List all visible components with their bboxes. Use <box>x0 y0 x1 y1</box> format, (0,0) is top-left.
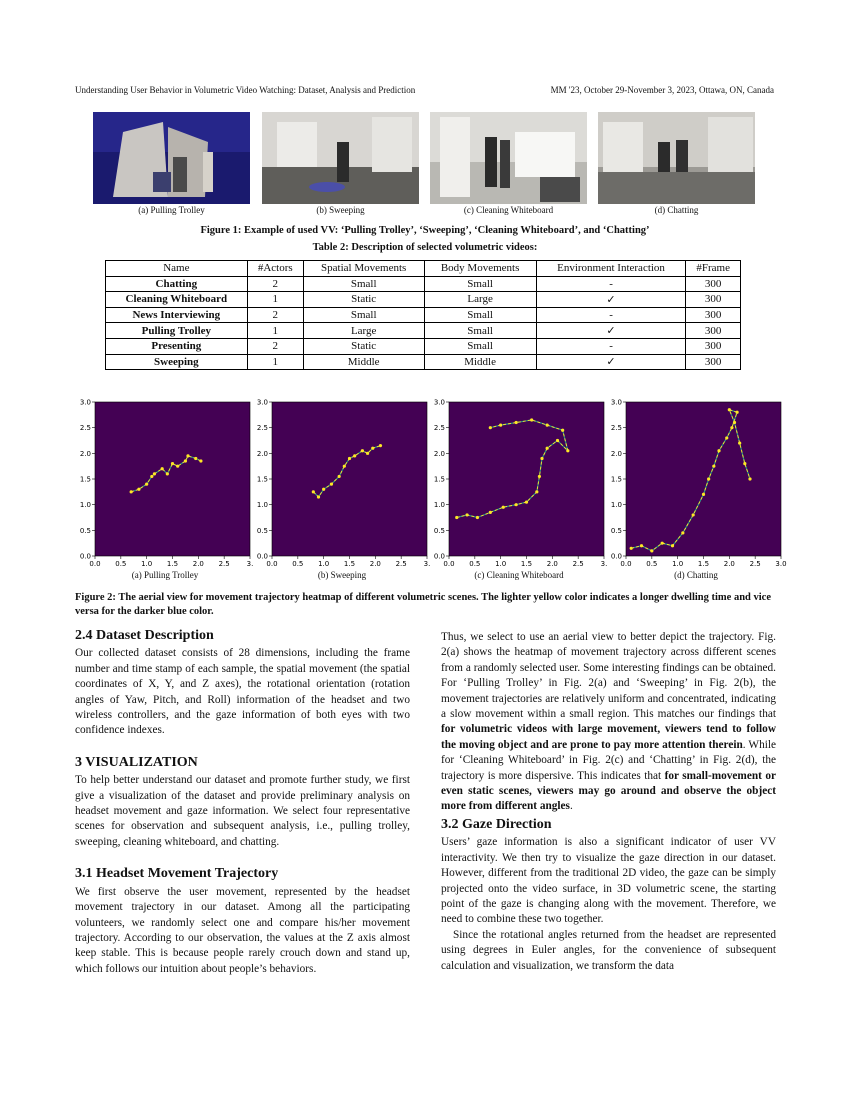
dwell-point <box>476 516 479 519</box>
x-tick-label: 3. <box>423 560 431 568</box>
dwell-point <box>515 503 518 506</box>
y-tick-label: 1.0 <box>433 501 445 510</box>
y-tick-label: 0.0 <box>256 552 268 561</box>
cell: 1 <box>247 292 303 308</box>
running-header-right: MM '23, October 29-November 3, 2023, Ottawa, ON, Canada <box>550 85 774 95</box>
y-tick-label: 1.0 <box>610 501 622 510</box>
y-tick-label: 3.0 <box>433 398 445 407</box>
x-tick-label: 0.5 <box>646 560 658 568</box>
y-tick-label: 3.0 <box>79 398 91 407</box>
cell: Chatting <box>106 276 248 292</box>
x-tick-label: 3. <box>246 560 254 568</box>
plot-background <box>95 402 250 556</box>
dwell-point <box>184 459 187 462</box>
x-tick-label: 2.0 <box>369 560 381 568</box>
cell: Small <box>424 338 536 354</box>
cell: 300 <box>686 292 741 308</box>
fig1-subcaption-a: (a) Pulling Trolley <box>138 205 205 215</box>
dwell-point <box>465 513 468 516</box>
right-column <box>441 630 776 974</box>
x-tick-label: 0.0 <box>443 560 455 568</box>
section-3-2-paragraph-1: Users’ gaze information is also a significant indicator of user VV interactivity. We then try to visualize the gaze direction in our dataset. However, different from the traditional 2D video, the gaze can be simply projected onto the video surface, in 3D volumetric scene, the starting point of the gaze is changing along with the movement. Therefore, we need to combine these two together. <box>441 836 776 926</box>
heatmap-chatting <box>609 398 787 572</box>
y-tick-label: 1.5 <box>433 475 445 484</box>
cell: 300 <box>686 354 741 370</box>
dwell-point <box>150 475 153 478</box>
y-tick-label: 2.0 <box>256 449 268 458</box>
cell: - <box>536 307 686 323</box>
x-tick-label: 0.5 <box>115 560 127 568</box>
dwell-point <box>566 449 569 452</box>
table-row <box>106 323 741 339</box>
dwell-point <box>515 421 518 424</box>
dwell-point <box>161 467 164 470</box>
x-tick-label: 1.5 <box>343 560 356 568</box>
cell: - <box>536 338 686 354</box>
cell: Pulling Trolley <box>106 323 248 339</box>
dwell-point <box>728 408 731 411</box>
dwell-point <box>130 490 133 493</box>
dwell-point <box>371 447 374 450</box>
dwell-point <box>194 457 197 460</box>
cell: Middle <box>424 354 536 370</box>
photo-pulling-trolley <box>93 112 250 204</box>
y-tick-label: 2.0 <box>79 449 91 458</box>
fig1-subcaption-b: (b) Sweeping <box>316 205 365 215</box>
x-tick-label: 3. <box>600 560 608 568</box>
plot-background <box>272 402 427 556</box>
dwell-point <box>489 426 492 429</box>
cell: 2 <box>247 338 303 354</box>
dwell-point <box>712 465 715 468</box>
cell: ✓ <box>536 323 686 339</box>
x-tick-label: 2.5 <box>749 560 761 568</box>
section-3-heading: 3 VISUALIZATION <box>75 754 198 770</box>
fig2-subcaption-b: (b) Sweeping <box>317 570 367 580</box>
photo-sweeping <box>262 112 419 204</box>
col-header: Body Movements <box>424 261 536 277</box>
x-tick-label: 0.5 <box>292 560 304 568</box>
fig2-subcaption-a: (a) Pulling Trolley <box>131 570 199 580</box>
y-tick-label: 1.0 <box>79 501 91 510</box>
x-tick-label: 2.0 <box>192 560 204 568</box>
dwell-point <box>348 457 351 460</box>
dwell-point <box>630 547 633 550</box>
x-tick-label: 1.5 <box>520 560 533 568</box>
col-header: #Frame <box>686 261 741 277</box>
x-tick-label: 2.5 <box>572 560 584 568</box>
running-header-left: Understanding User Behavior in Volumetric Video Watching: Dataset, Analysis and Prediction <box>75 85 416 95</box>
cell: News Interviewing <box>106 307 248 323</box>
plot-background <box>626 402 781 556</box>
x-tick-label: 1.0 <box>672 560 684 568</box>
section-3-1-paragraph: We first observe the user movement, represented by the headset movement trajectory in our dataset. Among all the participating volunteers, we randomly select one and compare his/her movement trajectory. According to our observation, the values at the Z axis almost keep stable. This is because people rarely crouch down and stand up, which follows our intuition about people’s behaviors. <box>75 885 410 975</box>
dwell-point <box>530 418 533 421</box>
bold-finding-2: for small-movement or even static scenes, viewers may go around and observe the object more from different angles <box>441 769 776 813</box>
x-tick-label: 0.0 <box>266 560 278 568</box>
text-run: . <box>569 800 573 813</box>
cell: 300 <box>686 338 741 354</box>
dwell-point <box>338 475 341 478</box>
dwell-point <box>176 465 179 468</box>
cell: Middle <box>303 354 424 370</box>
cell: 2 <box>247 307 303 323</box>
dwell-point <box>671 544 674 547</box>
dwell-point <box>137 488 140 491</box>
heatmap-sweeping <box>255 400 430 572</box>
x-tick-label: 1.0 <box>495 560 507 568</box>
dwell-point <box>353 454 356 457</box>
x-tick-label: 1.5 <box>166 560 179 568</box>
photo-chatting <box>598 112 755 204</box>
dwell-point <box>692 513 695 516</box>
y-tick-label: 2.0 <box>610 449 622 458</box>
dwell-point <box>502 506 505 509</box>
dwell-point <box>546 424 549 427</box>
heatmap-cleaning-whiteboard <box>432 400 607 572</box>
dwell-point <box>145 483 148 486</box>
dwell-point <box>707 477 710 480</box>
cell: Static <box>303 292 424 308</box>
dwell-point <box>717 449 720 452</box>
x-tick-label: 2.0 <box>723 560 735 568</box>
col-header: Spatial Movements <box>303 261 424 277</box>
cell: 300 <box>686 323 741 339</box>
y-tick-label: 3.0 <box>610 398 622 407</box>
dwell-point <box>556 439 559 442</box>
photo-cleaning-whiteboard <box>430 112 587 204</box>
plot-background <box>449 402 604 556</box>
section-3-paragraph: To help better understand our dataset and promote further study, we first give a visualization of the dataset and provide preliminary analysis on headset movement and gaze information. We select four representative scenes for observation and subsequent analysis, i.e., pulling trolley, sweeping, cleaning whiteboard, and chatting. <box>75 774 410 848</box>
dwell-point <box>322 488 325 491</box>
table2-caption: Table 2: Description of selected volumetric videos: <box>312 242 538 253</box>
x-tick-label: 1.0 <box>318 560 330 568</box>
text-run: . While for ‘Cleaning Whiteboard’ in Fig. 2(c) and ‘Chatting’ in Fig. 2(d), the trajectory is more dispersive. This indicates that <box>441 738 777 782</box>
y-tick-label: 2.5 <box>433 424 445 433</box>
dwell-point <box>535 490 538 493</box>
dwell-point <box>171 462 174 465</box>
col-header: Name <box>106 261 248 277</box>
x-tick-label: 2.0 <box>546 560 558 568</box>
dwell-point <box>681 531 684 534</box>
cell: Small <box>424 276 536 292</box>
bold-finding-1: for volumetric videos with large movement, viewers tend to follow the moving object and are prone to pay more attention therein <box>441 723 776 751</box>
section-3-2-heading: 3.2 Gaze Direction <box>441 816 552 832</box>
table-row <box>106 354 741 370</box>
dwell-point <box>317 495 320 498</box>
text-run: Thus, we select to use an aerial view to better depict the trajectory. Fig. 2(a) shows the heatmap of movement trajectory across different scenes from a randomly selected user. Some interesting findings can be obtained. For ‘Pulling Trolley’ in Fig. 2(a) and ‘Sweeping’ in Fig. 2(b), the movement trajectories are relatively uniform and concentrated, indicating a slow movement within a small region. This matches our findings that <box>441 631 776 721</box>
y-tick-label: 1.5 <box>610 475 622 484</box>
dwell-point <box>730 426 733 429</box>
dwell-point <box>738 441 741 444</box>
x-tick-label: 3.0 <box>775 560 787 568</box>
figure1-caption: Figure 1: Example of used VV: ‘Pulling Trolley’, ‘Sweeping’, ‘Cleaning Whiteboard’, and ‘Chatting’ <box>200 225 650 236</box>
trajectory-analysis-paragraph <box>441 630 776 815</box>
dwell-point <box>661 542 664 545</box>
cell: 300 <box>686 307 741 323</box>
col-header: Environment Interaction <box>536 261 686 277</box>
y-tick-label: 0.0 <box>79 552 91 561</box>
dwell-point <box>199 459 202 462</box>
dwell-point <box>735 411 738 414</box>
y-tick-label: 1.5 <box>79 475 91 484</box>
cell: - <box>536 276 686 292</box>
y-tick-label: 0.5 <box>79 526 91 535</box>
y-tick-label: 3.0 <box>256 398 268 407</box>
dwell-point <box>153 472 156 475</box>
dwell-point <box>499 424 502 427</box>
dwell-point <box>748 477 751 480</box>
dwell-point <box>650 549 653 552</box>
y-tick-label: 1.5 <box>256 475 268 484</box>
cell: Large <box>303 323 424 339</box>
table-row <box>106 276 741 292</box>
cell: Static <box>303 338 424 354</box>
table-header-row <box>106 261 741 277</box>
cell: 1 <box>247 323 303 339</box>
dwell-point <box>312 490 315 493</box>
table-row <box>106 307 741 323</box>
fig2-subcaption-d: (d) Chatting <box>674 570 718 580</box>
dwell-point <box>330 483 333 486</box>
dwell-point <box>343 465 346 468</box>
y-tick-label: 2.5 <box>79 424 91 433</box>
dwell-point <box>540 457 543 460</box>
y-tick-label: 1.0 <box>256 501 268 510</box>
heatmap-pulling-trolley <box>78 400 253 572</box>
dwell-point <box>361 449 364 452</box>
x-tick-label: 0.0 <box>89 560 101 568</box>
dwell-point <box>186 454 189 457</box>
table2 <box>105 260 741 370</box>
cell: 300 <box>686 276 741 292</box>
dwell-point <box>743 462 746 465</box>
dwell-point <box>640 544 643 547</box>
dwell-point <box>489 511 492 514</box>
cell: 2 <box>247 276 303 292</box>
y-tick-label: 0.0 <box>433 552 445 561</box>
x-tick-label: 0.0 <box>620 560 632 568</box>
figure2-caption: Figure 2: The aerial view for movement trajectory heatmap of different volumetric scenes. The lighter yellow color indicates a longer dwelling time and vice versa for the darker blue color. <box>75 592 771 617</box>
x-tick-label: 1.5 <box>697 560 710 568</box>
y-tick-label: 0.5 <box>256 526 268 535</box>
x-tick-label: 1.0 <box>141 560 153 568</box>
dwell-point <box>561 429 564 432</box>
fig2-subcaption-c: (c) Cleaning Whiteboard <box>474 570 564 580</box>
dwell-point <box>366 452 369 455</box>
dwell-point <box>725 436 728 439</box>
cell: Cleaning Whiteboard <box>106 292 248 308</box>
cell: ✓ <box>536 354 686 370</box>
table-row <box>106 338 741 354</box>
y-tick-label: 0.5 <box>433 526 445 535</box>
y-tick-label: 0.5 <box>610 526 622 535</box>
cell: Small <box>303 276 424 292</box>
dwell-point <box>538 475 541 478</box>
y-tick-label: 2.5 <box>256 424 268 433</box>
cell: ✓ <box>536 292 686 308</box>
section-3-2-paragraph-2: Since the rotational angles returned from the headset are represented using degrees in Euler angles, for the convenience of subsequent calculation and visualization, we transform the data <box>441 928 776 972</box>
left-column <box>75 628 410 977</box>
table-row <box>106 292 741 308</box>
y-tick-label: 2.5 <box>610 424 622 433</box>
dwell-point <box>455 516 458 519</box>
cell: Small <box>424 307 536 323</box>
fig1-subcaption-c: (c) Cleaning Whiteboard <box>463 205 554 215</box>
col-header: #Actors <box>247 261 303 277</box>
section-2-4-paragraph: Our collected dataset consists of 28 dimensions, including the frame number and time stamp of each sample, the spatial movement (the spatial coordinates of X, Y, and Z axes), the rotational orientation (rotation angles of Yaw, Pitch, and Roll) information of the headset and two wireless controllers, and the gaze information of both eyes with two confidence indexes. <box>75 647 410 737</box>
x-tick-label: 0.5 <box>469 560 481 568</box>
x-tick-label: 2.5 <box>218 560 230 568</box>
dwell-point <box>525 501 528 504</box>
y-tick-label: 0.0 <box>610 552 622 561</box>
dwell-point <box>702 493 705 496</box>
cell: Large <box>424 292 536 308</box>
dwell-point <box>379 444 382 447</box>
dwell-point <box>166 472 169 475</box>
dwell-point <box>546 447 549 450</box>
cell: Small <box>303 307 424 323</box>
fig1-subcaption-d: (d) Chatting <box>654 205 699 215</box>
cell: Presenting <box>106 338 248 354</box>
section-3-1-heading: 3.1 Headset Movement Trajectory <box>75 866 279 882</box>
x-tick-label: 2.5 <box>395 560 407 568</box>
cell: Sweeping <box>106 354 248 370</box>
y-tick-label: 2.0 <box>433 449 445 458</box>
dwell-point <box>733 421 736 424</box>
cell: 1 <box>247 354 303 370</box>
section-2-4-heading: 2.4 Dataset Description <box>75 628 214 643</box>
cell: Small <box>424 323 536 339</box>
